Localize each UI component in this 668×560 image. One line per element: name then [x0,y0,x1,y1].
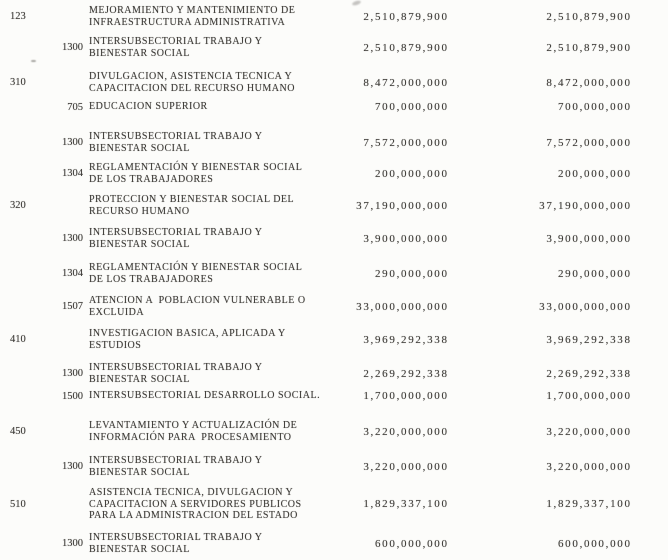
subprogram-code: 1500 [62,390,83,402]
table-row [0,227,630,250]
subprogram-code [56,504,83,505]
description-line: BIENESTAR SOCIAL [89,142,190,154]
description-line: INFRAESTRUCTURA ADMINISTRATIVA [89,16,286,28]
row-description [83,36,351,59]
row-description [83,420,351,443]
description-line: CAPACITACION A SERVIDORES PUBLICOS [89,498,302,510]
description-line: EXCLUIDA [89,306,145,318]
row-description [83,162,351,185]
description-line: DE LOS TRABAJADORES [89,173,214,185]
amount-col1: 3,900,000,000 [363,232,449,245]
table-row [0,262,630,285]
amount-col1: 7,572,000,000 [363,136,449,149]
description-line: INFORMACIÓN PARA PROCESAMIENTO [89,431,292,443]
table-row [0,455,630,478]
description-line: REGLAMENTACIÓN Y BIENESTAR SOCIAL [89,262,303,273]
table-row [0,420,630,443]
table-row [0,36,630,59]
amount-col1: 2,269,292,338 [363,367,449,380]
subprogram-code: 1300 [62,368,83,379]
program-code [0,273,56,274]
amount-col1: 600,000,000 [374,537,449,550]
description-line: RECURSO HUMANO [89,205,190,217]
amount-col1: 3,220,000,000 [363,425,449,438]
program-code: 320 [10,200,26,211]
row-description [83,532,351,555]
description-line: ASISTENCIA TECNICA, DIVULGACION Y [89,487,294,498]
description-line: INTERSUBSECTORIAL TRABAJO Y [89,362,263,373]
program-code [0,396,56,397]
description-line: LEVANTAMIENTO Y ACTUALIZACIÓN DE [89,420,298,431]
table-row [0,390,630,402]
table-row [0,5,630,28]
table-row [0,532,630,555]
program-code [0,466,56,467]
amount-col2: 200,000,000 [557,167,632,180]
description-line: BIENESTAR SOCIAL [89,47,190,59]
description-line: REGLAMENTACIÓN Y BIENESTAR SOCIAL [89,162,303,173]
amount-col2: 290,000,000 [557,267,632,280]
subprogram-code [56,339,83,340]
subprogram-code: 1300 [62,233,83,244]
amount-col2: 3,220,000,000 [546,460,632,473]
amount-col2: 3,220,000,000 [546,425,632,438]
subprogram-code: 705 [67,101,83,113]
description-line: DE LOS TRABAJADORES [89,273,214,285]
row-description [83,362,351,385]
description-line: INTERSUBSECTORIAL TRABAJO Y [89,532,263,543]
description-line: PROTECCION Y BIENESTAR SOCIAL DEL [89,194,295,205]
row-description [83,194,351,217]
amount-col1: 3,969,292,338 [363,333,449,346]
description-line: CAPACITACION DEL RECURSO HUMANO [89,82,295,94]
description-line: BIENESTAR SOCIAL [89,238,190,250]
description-line: DIVULGACION, ASISTENCIA TECNICA Y [89,71,293,82]
description-line: INTERSUBSECTORIAL TRABAJO Y [89,227,263,238]
subprogram-code [56,205,83,206]
subprogram-code: 1300 [62,538,83,549]
amount-col1: 3,220,000,000 [363,460,449,473]
subprogram-code: 1300 [62,42,83,53]
subprogram-code [56,431,83,432]
table-row [0,487,630,522]
program-code [0,107,56,108]
subprogram-code: 1507 [62,301,83,312]
amount-col2: 2,510,879,900 [546,10,632,23]
amount-col2: 3,969,292,338 [546,333,632,346]
amount-col1: 200,000,000 [374,167,449,180]
description-line: EDUCACION SUPERIOR [89,101,208,113]
amount-col2: 2,269,292,338 [546,367,632,380]
description-line: ATENCION A POBLACION VULNERABLE O [89,295,306,306]
amount-col1: 700,000,000 [374,101,449,113]
amount-col2: 37,190,000,000 [539,199,632,212]
description-line: PARA LA ADMINISTRACION DEL ESTADO [89,510,298,521]
amount-col2: 1,700,000,000 [546,390,632,402]
table-row [0,101,630,113]
row-description [83,101,351,113]
row-description [83,295,351,318]
program-code: 410 [10,334,26,345]
program-code: 450 [10,426,26,437]
amount-col1: 2,510,879,900 [363,41,449,54]
description-line: MEJORAMIENTO Y MANTENIMIENTO DE [89,5,296,16]
program-code [0,142,56,143]
amount-col2: 8,472,000,000 [546,76,632,89]
table-row [0,362,630,385]
program-code [0,173,56,174]
program-code: 510 [10,498,26,510]
table-row [0,131,630,154]
row-description [83,131,351,154]
amount-col1: 37,190,000,000 [356,199,449,212]
subprogram-code [56,82,83,83]
program-code: 310 [10,77,26,88]
subprogram-code: 1304 [62,168,83,179]
scan-artifact [31,60,36,62]
row-description [83,455,351,478]
amount-col2: 600,000,000 [557,537,632,550]
row-description [83,390,351,402]
amount-col2: 3,900,000,000 [546,232,632,245]
amount-col1: 1,700,000,000 [363,390,449,402]
description-line: BIENESTAR SOCIAL [89,543,190,555]
amount-col2: 700,000,000 [557,101,632,113]
description-line: INVESTIGACION BASICA, APLICADA Y [89,328,286,339]
row-description [83,262,351,285]
amount-col2: 2,510,879,900 [546,41,632,54]
subprogram-code: 1300 [62,137,83,148]
program-code [0,543,56,544]
program-code: 123 [10,11,26,22]
description-line: INTERSUBSECTORIAL TRABAJO Y [89,455,263,466]
table-row [0,295,630,318]
amount-col1: 33,000,000,000 [356,300,449,313]
subprogram-code: 1300 [62,461,83,472]
amount-col1: 1,829,337,100 [363,498,449,511]
amount-col2: 33,000,000,000 [539,300,632,313]
amount-col1: 8,472,000,000 [363,76,449,89]
table-row [0,162,630,185]
row-description [83,328,351,351]
description-line: INTERSUBSECTORIAL TRABAJO Y [89,131,263,142]
amount-col2: 7,572,000,000 [546,136,632,149]
description-line: BIENESTAR SOCIAL [89,466,190,478]
row-description [83,227,351,250]
program-code [0,47,56,48]
subprogram-code [56,16,83,17]
subprogram-code: 1304 [62,268,83,279]
program-code [0,238,56,239]
amount-col1: 290,000,000 [374,267,449,280]
description-line: BIENESTAR SOCIAL [89,373,190,385]
table-row [0,71,630,94]
amount-col1: 2,510,879,900 [363,10,449,23]
description-line: ESTUDIOS [89,339,142,351]
table-row [0,328,630,351]
row-description [83,71,351,94]
program-code [0,306,56,307]
table-row [0,194,630,217]
description-line: INTERSUBSECTORIAL TRABAJO Y [89,36,263,47]
description-line: INTERSUBSECTORIAL DESARROLLO SOCIAL. [89,390,321,402]
amount-col2: 1,829,337,100 [546,498,632,511]
program-code [0,373,56,374]
row-description [83,487,351,522]
row-description [83,5,351,28]
